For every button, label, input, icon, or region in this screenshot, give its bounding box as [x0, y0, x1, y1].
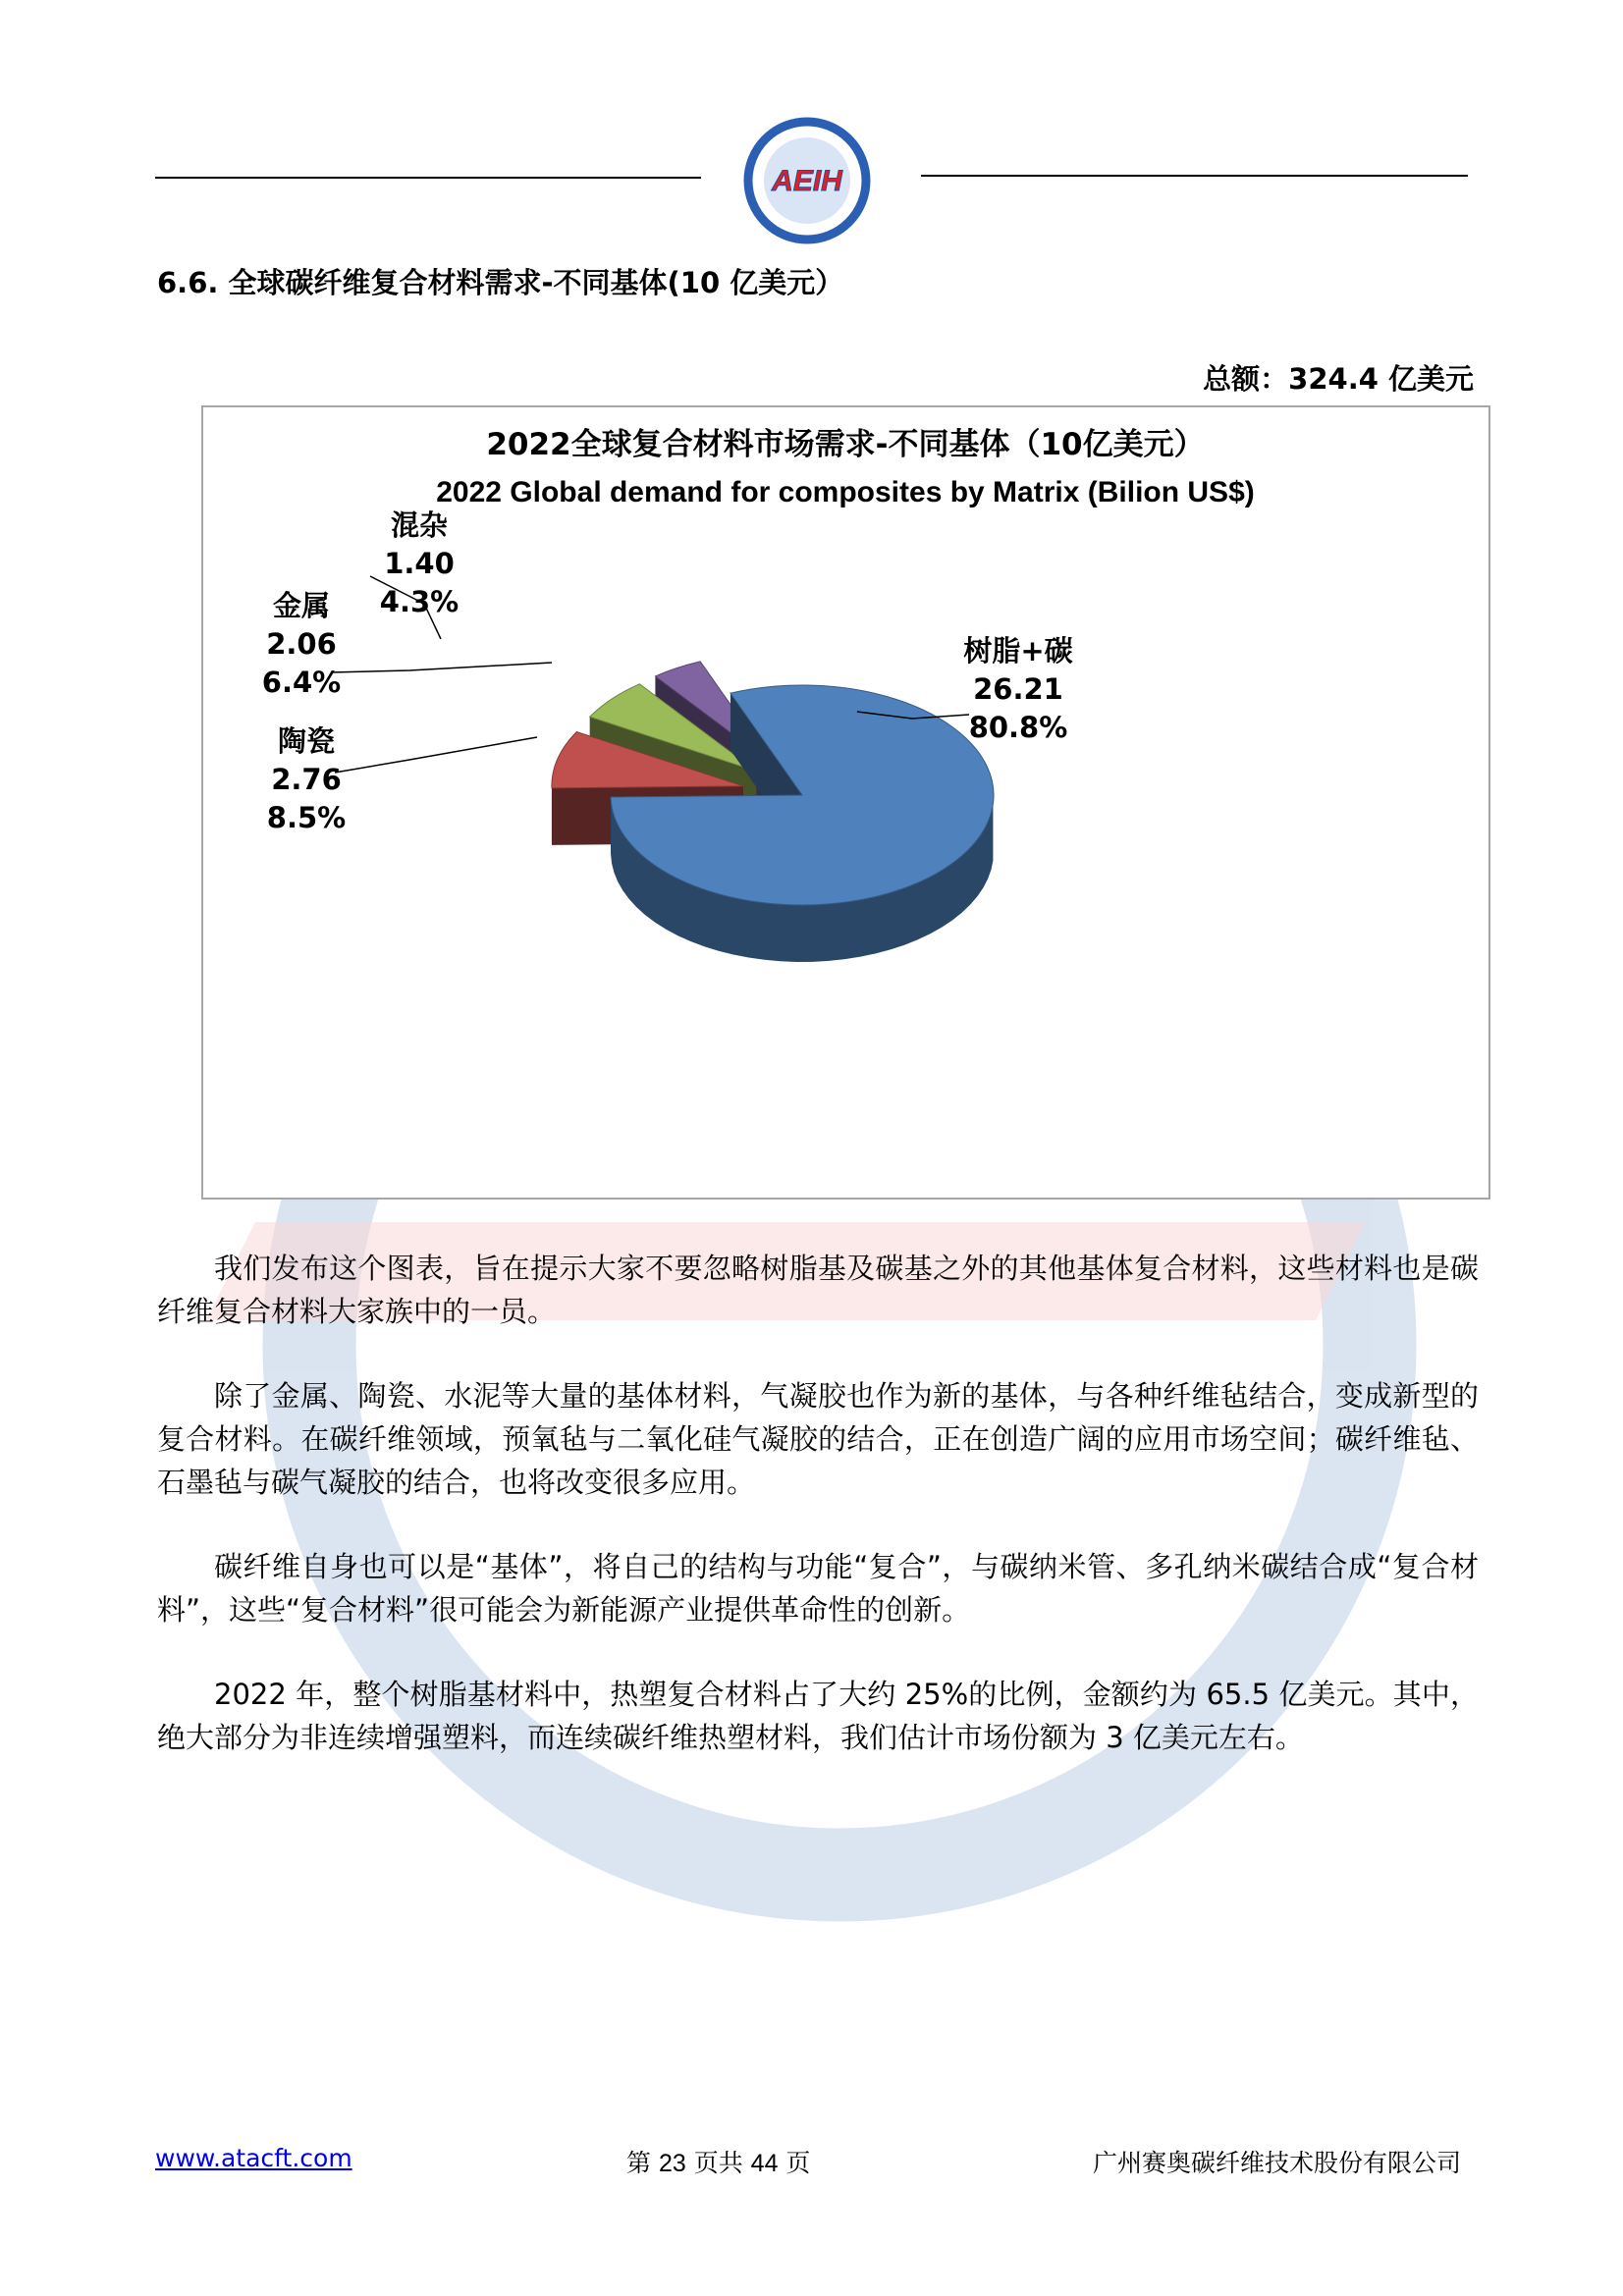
paragraph-2: 除了金属、陶瓷、水泥等大量的基体材料，气凝胶也作为新的基体，与各种纤维毡结合，变成新型的复合材料。在碳纤维领域，预氧毡与二氧化硅气凝胶的结合，正在创造广阔的应用市场空间；碳纤维毡、石墨毡与碳气凝胶的结合，也将改变很多应用。	[157, 1379, 1479, 1499]
slice-percent-1: 8.5%	[266, 801, 347, 834]
page-current: 23	[658, 2150, 686, 2177]
chart-subtitle: 2022 Global demand for composites by Matrix (Bilion US$)	[436, 476, 1255, 508]
page-suffix: 页	[778, 2149, 811, 2177]
paragraph-4: 2022 年，整个树脂基材料中，热塑复合材料占了大约 25%的比例，金额约为 65.5 亿美元。其中，绝大部分为非连续增强塑料，而连续碳纤维热塑材料，我们估计市场份额为 3 亿美元左右。	[157, 1678, 1479, 1754]
paragraph-3: 碳纤维自身也可以是“基体”，将自己的结构与功能“复合”，与碳纳米管、多孔纳米碳结合成“复合材料”，这些“复合材料”很可能会为新能源产业提供革命性的创新。	[157, 1550, 1479, 1627]
slice-label-0	[963, 634, 1072, 744]
section-title: 6.6. 全球碳纤维复合材料需求-不同基体(10 亿美元）	[157, 266, 844, 299]
slice-value-0: 26.21	[973, 672, 1063, 706]
slice-label-2	[262, 589, 341, 699]
pie-chart	[203, 407, 1488, 1198]
header-rule-right	[921, 175, 1468, 177]
page-prefix: 第	[626, 2149, 659, 2177]
company-name: 广州赛奥碳纤维技术股份有限公司	[1092, 2149, 1461, 2177]
slice-percent-3: 4.3%	[379, 585, 460, 618]
pie-chart-frame	[201, 405, 1490, 1200]
slice-name-0: 树脂+碳	[963, 634, 1073, 667]
slice-name-1: 陶瓷	[277, 724, 336, 758]
slice-value-3: 1.40	[384, 547, 455, 580]
company-logo	[742, 116, 872, 245]
page-total: 44	[750, 2150, 779, 2177]
slice-name-3: 混杂	[390, 508, 449, 542]
slice-label-3	[380, 508, 459, 618]
slice-name-2: 金属	[272, 589, 331, 622]
slice-value-1: 2.76	[271, 763, 342, 796]
chart-title: 2022全球复合材料市场需求-不同基体（10亿美元）	[486, 427, 1205, 462]
website-link[interactable]: www.atacft.com	[155, 2144, 352, 2172]
slice-value-2: 2.06	[266, 627, 337, 661]
leader-line-1	[335, 737, 537, 773]
slice-percent-0: 80.8%	[968, 711, 1068, 744]
slice-percent-2: 6.4%	[261, 666, 342, 699]
total-amount: 总额：324.4 亿美元	[1203, 362, 1474, 396]
paragraph-1: 我们发布这个图表，旨在提示大家不要忽略树脂基及碳基之外的其他基体复合材料，这些材料也是碳纤维复合材料大家族中的一员。	[157, 1252, 1479, 1328]
leader-line-2	[331, 663, 552, 672]
page-mid: 页共	[685, 2149, 751, 2177]
slice-label-1	[267, 724, 346, 834]
header-rule-left	[155, 177, 701, 179]
logo-text: AEIH	[772, 165, 842, 197]
page-number	[626, 2144, 810, 2179]
